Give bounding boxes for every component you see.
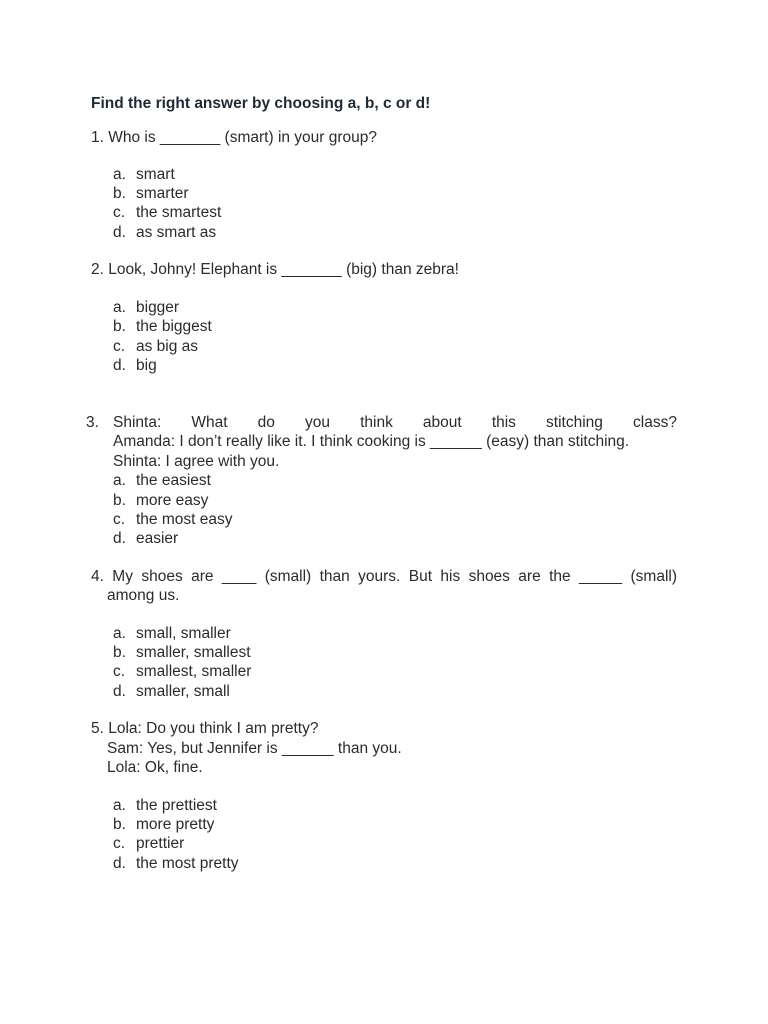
- option-1d-text: as smart as: [136, 224, 217, 241]
- option-2c-text: as big as: [136, 338, 199, 355]
- option-4a-letter: a.: [113, 625, 126, 642]
- option-1b-letter: b.: [113, 185, 126, 202]
- question-5-line-1: 5. Lola: Do you think I am pretty?: [91, 720, 319, 737]
- option-1a-text: smart: [136, 166, 175, 183]
- option-3a-text: the easiest: [136, 472, 211, 489]
- question-3-line-1: [113, 413, 677, 432]
- option-2d-letter: d.: [113, 357, 126, 374]
- option-2a-letter: a.: [113, 299, 126, 316]
- option-4c-letter: c.: [113, 663, 126, 680]
- option-1c-text: the smartest: [136, 204, 222, 221]
- question-3-number: 3.: [86, 414, 99, 431]
- question-1-text: 1. Who is _______ (smart) in your group?: [91, 129, 378, 146]
- option-3b-letter: b.: [113, 492, 126, 509]
- question-3-line-3: Shinta: I agree with you.: [113, 453, 280, 470]
- option-2b-text: the biggest: [136, 318, 212, 335]
- question-3-line-2: Amanda: I don’t really like it. I think cooking is ______ (easy) than stitching.: [113, 433, 630, 450]
- option-4a-text: small, smaller: [136, 625, 231, 642]
- option-1c-letter: c.: [113, 204, 126, 221]
- option-1a-letter: a.: [113, 166, 126, 183]
- option-5b-letter: b.: [113, 816, 126, 833]
- question-2-text: 2. Look, Johny! Elephant is _______ (big) than zebra!: [91, 261, 459, 278]
- option-2a-text: bigger: [136, 299, 180, 316]
- option-1d-letter: d.: [113, 224, 126, 241]
- option-5b-text: more pretty: [136, 816, 215, 833]
- q3-word: about: [422, 414, 462, 431]
- q3-word: think: [360, 414, 393, 431]
- question-5-line-2: Sam: Yes, but Jennifer is ______ than you.: [107, 740, 402, 757]
- option-5c-text: prettier: [136, 835, 185, 852]
- option-2c-letter: c.: [113, 338, 126, 355]
- option-3d-letter: d.: [113, 530, 126, 547]
- q3-word: class?: [633, 414, 677, 431]
- question-5-line-3: Lola: Ok, fine.: [107, 759, 203, 776]
- instruction-heading: Find the right answer by choosing a, b, c or d!: [91, 95, 431, 112]
- option-5c-letter: c.: [113, 835, 126, 852]
- q3-word: stitching: [546, 414, 603, 431]
- option-3b-text: more easy: [136, 492, 209, 509]
- option-4d-text: smaller, small: [136, 683, 230, 700]
- option-4d-letter: d.: [113, 683, 126, 700]
- option-4b-letter: b.: [113, 644, 126, 661]
- q3-word: you: [304, 414, 330, 431]
- option-4c-text: smallest, smaller: [136, 663, 252, 680]
- option-1b-text: smarter: [136, 185, 189, 202]
- option-2d-text: big: [136, 357, 157, 374]
- option-3a-letter: a.: [113, 472, 126, 489]
- option-4b-text: smaller, smallest: [136, 644, 251, 661]
- question-4-line-1: 4. My shoes are ____ (small) than yours. But his shoes are the _____ (small): [91, 568, 677, 585]
- q3-word: do: [257, 414, 275, 431]
- option-5a-text: the prettiest: [136, 797, 217, 814]
- option-5d-text: the most pretty: [136, 855, 239, 872]
- option-3c-letter: c.: [113, 511, 126, 528]
- option-3d-text: easier: [136, 530, 179, 547]
- option-5d-letter: d.: [113, 855, 126, 872]
- option-2b-letter: b.: [113, 318, 126, 335]
- q3-word: this: [491, 414, 516, 431]
- question-4-line-2: among us.: [107, 587, 180, 604]
- q3-word: What: [191, 414, 228, 431]
- option-5a-letter: a.: [113, 797, 126, 814]
- q3-word: Shinta:: [113, 414, 162, 431]
- option-3c-text: the most easy: [136, 511, 233, 528]
